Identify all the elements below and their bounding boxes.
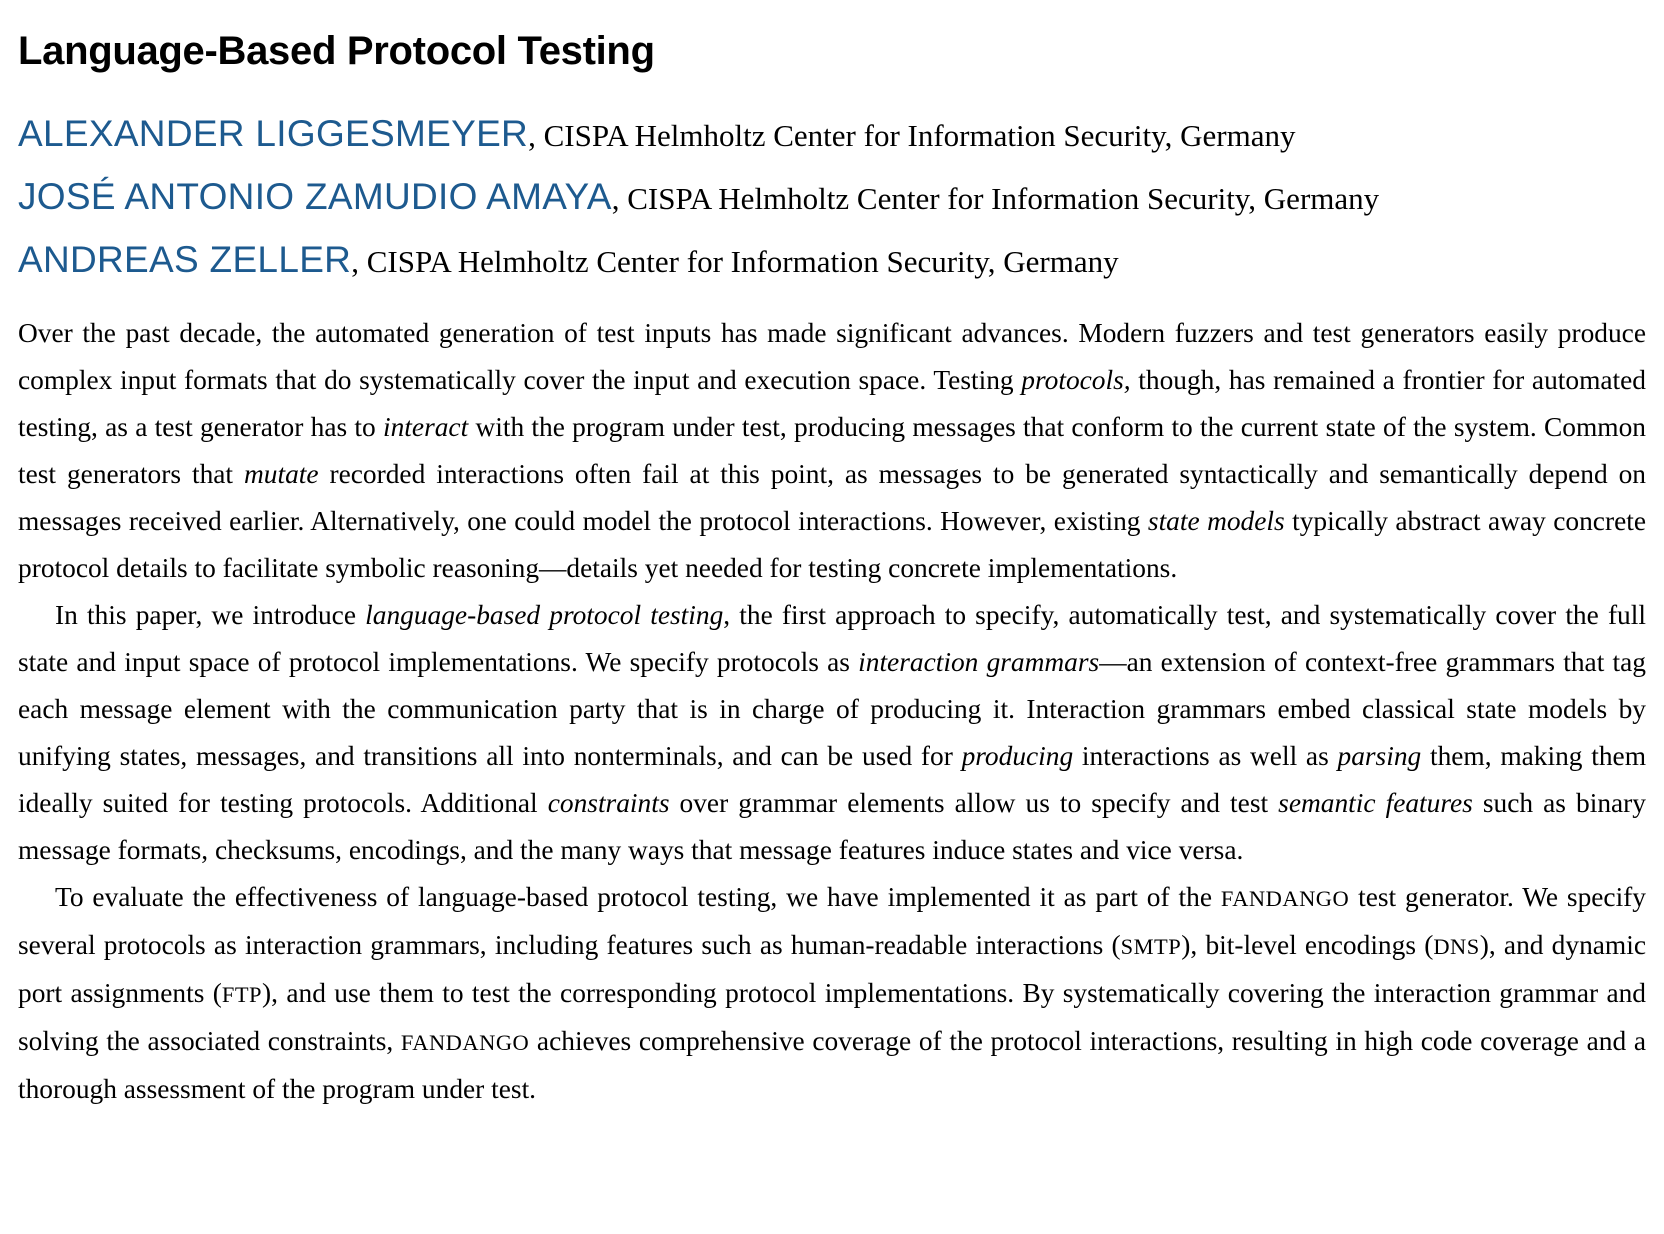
abstract-emphasis: parsing	[1337, 741, 1422, 771]
abstract-text: recorded interactions often fail at this point, as messages to be generated syntactically and semantically depend on messages received earlier. Alternatively, one could model the protocol interactions. However, existing	[18, 459, 1646, 536]
abstract-text: achieves comprehensive coverage of the protocol interactions, resulting in high code coverage and a thorough assessment of the program under test.	[18, 1026, 1646, 1104]
abstract-emphasis: state models	[1147, 506, 1285, 536]
abstract	[18, 310, 1646, 1113]
abstract-text: such as binary message formats, checksums, encodings, and the many ways that message features induce states and vice versa.	[18, 788, 1646, 865]
abstract-emphasis: mutate	[243, 459, 319, 489]
author-line: ANDREAS ZELLER, CISPA Helmholtz Center for Information Security, Germany	[18, 239, 1119, 280]
author-list	[18, 103, 1646, 292]
author-affiliation: CISPA Helmholtz Center for Information Security, Germany	[366, 244, 1119, 279]
abstract-text: Over the past decade, the automated generation of test inputs has made significant advances. Modern fuzzers and test generators easily produce complex input formats that do systematically cover the input and execution space. Testing	[18, 318, 1646, 395]
abstract-text: In this paper, we introduce	[55, 600, 366, 630]
abstract-text: them, making them ideally suited for testing protocols. Additional	[18, 741, 1646, 818]
abstract-text: , the first approach to specify, automatically test, and systematically cover the full state and input space of protocol implementations. We specify protocols as	[18, 600, 1646, 677]
abstract-text: though, has remained a frontier for automated testing, as a test generator has to	[18, 365, 1647, 442]
abstract-text: ), and use them to test the corresponding protocol implementations. By systematically covering the interaction grammar and solving the associated constraints,	[18, 978, 1646, 1056]
abstract-paragraph-2	[18, 592, 1646, 874]
author-name: JOSÉ ANTONIO ZAMUDIO AMAYA	[18, 176, 612, 217]
author-affiliation: CISPA Helmholtz Center for Information Security, Germany	[543, 118, 1296, 153]
author-line: JOSÉ ANTONIO ZAMUDIO AMAYA, CISPA Helmholtz Center for Information Security, Germany	[18, 176, 1380, 217]
protocol-name-smallcaps: DNS	[1433, 934, 1480, 959]
paper-title: Language-Based Protocol Testing	[18, 29, 655, 73]
author-name: ALEXANDER LIGGESMEYER	[18, 113, 529, 154]
protocol-name-smallcaps: SMTP	[1120, 934, 1182, 959]
abstract-text: typically abstract away concrete protocol details to facilitate symbolic reasoning—details yet needed for testing concrete implementations.	[18, 506, 1646, 583]
author-line: ALEXANDER LIGGESMEYER, CISPA Helmholtz Center for Information Security, Germany	[18, 113, 1296, 154]
abstract-emphasis: interact	[383, 412, 469, 442]
paper-page	[18, 24, 1646, 1113]
tool-name-smallcaps: FANDANGO	[1220, 886, 1350, 911]
abstract-emphasis: protocols,	[1021, 365, 1131, 395]
abstract-text: interactions as well as	[1073, 741, 1338, 771]
abstract-emphasis: producing	[961, 741, 1074, 771]
protocol-name-smallcaps: FTP	[221, 982, 263, 1007]
abstract-text: over grammar elements allow us to specify and test	[669, 788, 1279, 818]
abstract-emphasis: constraints	[547, 788, 670, 818]
author-name: ANDREAS ZELLER	[18, 239, 352, 280]
abstract-paragraph-3	[18, 874, 1646, 1113]
abstract-text: ), and dynamic port assignments (	[18, 930, 1647, 1008]
abstract-text: test generator. We specify several protocols as interaction grammars, including features such as human-readable interactions (	[18, 882, 1646, 960]
abstract-text: To evaluate the effectiveness of language-based protocol testing, we have implemented it as part of the	[55, 882, 1221, 912]
author-affiliation: CISPA Helmholtz Center for Information Security, Germany	[627, 181, 1380, 216]
tool-name-smallcaps: FANDANGO	[400, 1030, 530, 1055]
abstract-text: ), bit-level encodings (	[1181, 930, 1434, 960]
abstract-text: with the program under test, producing messages that conform to the current state of the system. Common test generators that	[18, 412, 1647, 489]
abstract-paragraph-1	[18, 310, 1646, 592]
abstract-emphasis: interaction grammars	[858, 647, 1100, 677]
abstract-emphasis: semantic features	[1278, 788, 1473, 818]
abstract-emphasis: language-based protocol testing	[365, 600, 724, 630]
abstract-text: —an extension of context-free grammars that tag each message element with the communication party that is in charge of producing it. Interaction grammars embed classical state models by unifying states, messages, and transitions all into nonterminals, and can be used for	[18, 647, 1646, 771]
